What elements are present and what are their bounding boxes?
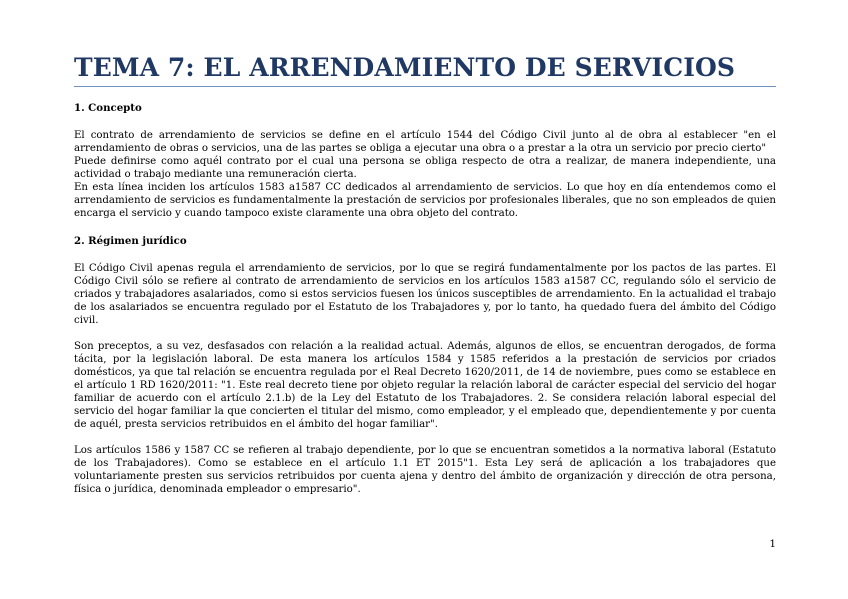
- paragraph: Los artículos 1586 y 1587 CC se refieren al trabajo dependiente, por lo que se encuentran sometidos a la normativa laboral (Estatuto de los Trabajadores). Como se establece en el artículo 1.1 ET 2015"1. Esta Ley será de aplicación a los trabajadores que voluntariamente presten sus servicios retribuidos por cuenta ajena y dentro del ámbito de organización y dirección de otra persona, física o jurídica, denominada empleador o empresario".: [74, 445, 776, 495]
- paragraph: Son preceptos, a su vez, desfasados con relación a la realidad actual. Además, algunos de ellos, se encuentran derogados, de forma tácita, por la legislación laboral. De esta manera los artículos 1584 y 1585 referidos a la prestación de servicios por criados domésticos, ya que tal relación se encuentra regulada por el Real Decreto 1620/2011, de 14 de noviembre, pues como se establece en el artículo 1 RD 1620/2011: "1. Este real decreto tiene por objeto regular la relación laboral de carácter especial del servicio del hogar familiar de acuerdo con el artículo 2.1.b) de la Ley del Estatuto de los Trabajadores. 2. Se considera relación laboral especial del servicio del hogar familiar la que concierten el titular del mismo, como empleador, y el empleado que, dependientemente y por cuenta de aquél, presta servicios retribuidos en el ámbito del hogar familiar".: [74, 341, 776, 430]
- section-body-concepto: [74, 129, 776, 220]
- section-heading-concepto: 1. Concepto: [74, 102, 142, 114]
- section-heading-regimen-juridico: 2. Régimen jurídico: [74, 235, 187, 247]
- paragraph: Puede definirse como aquél contrato por el cual una persona se obliga respecto de otra a realizar, de manera independiente, una actividad o trabajo mediante una remuneración cierta.: [74, 156, 776, 180]
- page-title: TEMA 7: EL ARRENDAMIENTO DE SERVICIOS: [74, 52, 776, 87]
- paragraph: El contrato de arrendamiento de servicios se define en el artículo 1544 del Código Civil junto al de obra al establecer "en el arrendamiento de obras o servicios, una de las partes se obliga a ejecutar una obra o a prestar a la otra un servicio por precio cierto": [74, 130, 776, 154]
- document-page: [74, 52, 776, 496]
- page-number: 1: [769, 538, 776, 550]
- section-body-regimen-juridico: [74, 262, 776, 496]
- paragraph: En esta línea inciden los artículos 1583 a1587 CC dedicados al arrendamiento de servicios. Lo que hoy en día entendemos como el arrendamiento de servicios es fundamentalmente la prestación de servicios por profesionales liberales, que no son empleados de quien encarga el servicio y cuando tampoco existe claramente una obra objeto del contrato.: [74, 182, 776, 219]
- paragraph: El Código Civil apenas regula el arrendamiento de servicios, por lo que se regirá fundamentalmente por los pactos de las partes. El Código Civil sólo se refiere al contrato de arrendamiento de servicios en los artículos 1583 a1587 CC, regulando sólo el servicio de criados y trabajadores asalariados, como si estos servicios fuesen los únicos susceptibles de arrendamiento. En la actualidad el trabajo de los asalariados se encuentra regulado por el Estatuto de los Trabajadores y, por lo tanto, ha quedado fuera del ámbito del Código civil.: [74, 263, 776, 326]
